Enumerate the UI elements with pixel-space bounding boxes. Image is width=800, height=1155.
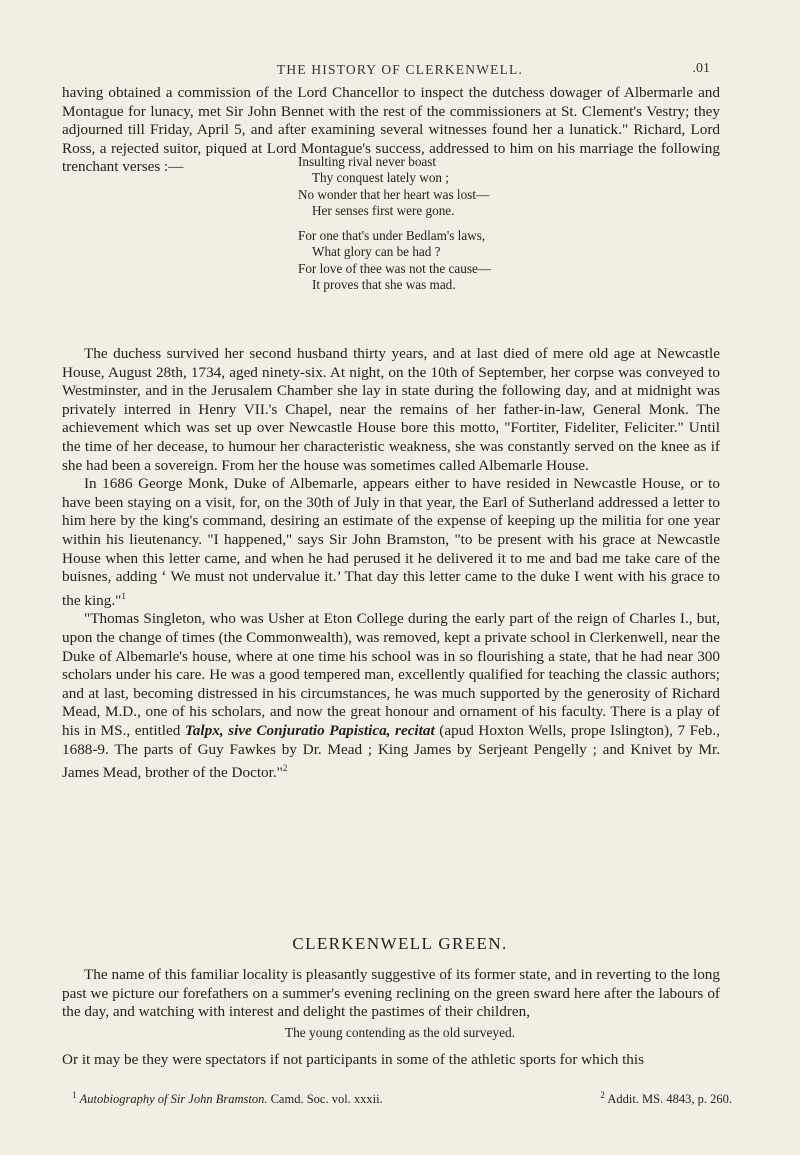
footnote-1 [72, 1090, 383, 1107]
verse-line: For one that's under Bedlam's laws, [298, 228, 486, 244]
main-body [62, 345, 720, 783]
verse-block [298, 154, 598, 302]
verse-stanza-2 [298, 228, 598, 293]
paragraph-text: "Thomas Singleton, who was Usher at Eton College during the early part of the reign of Charles I., but, upon the change of times (the Commonwealth), was removed, kept a private school in Clerkenwell, near the Duke of Albemarle's house, where at one time his school was in so flourishing a state, that he had near 300 scholars under his care. He was a good tempered man, excellently qualified for teaching the classic authors; and at last, becoming distressed in his circumstances, he was much supported by the generosity of Richard Mead, M.D., one of his scholars, and now the great honour and ornament of his faculty. There is a play of his in MS., entitled [62, 610, 720, 739]
verse-line: It proves that she was mad. [312, 277, 456, 293]
footnote-mark: 1 [72, 1090, 77, 1100]
paragraph-duchess: The duchess survived her second husband thirty years, and at last died of mere old age at Newcastle House, August 28th, 1734, aged ninety-six. At night, on the 10th of September, her corpse was conveyed to Westminster, and in the Jerusalem Chamber she lay in state during the following day, and at midnight was privately interred in Henry VII.'s Chapel, near the remains of her father-in-law, General Monk. The achievement which was set up over Newcastle House bore this motto, "Fortiter, Fideliter, Feliciter." Until the time of her decease, to humour her characteristic weakness, she was constantly served on the knee as if she had been a sovereign. From her the house was sometimes called Albemarle House. [62, 345, 720, 474]
footnote-ref-2: 2 [282, 763, 288, 774]
running-title: THE HISTORY OF CLERKENWELL. [276, 62, 524, 77]
paragraph-green [62, 966, 720, 1022]
section-heading: CLERKENWELL GREEN. [292, 934, 508, 953]
verse-line: Her senses first were gone. [312, 202, 455, 218]
paragraph-text: The name of this familiar locality is pleasantly suggestive of its former state, and in reverting to the long past we picture our forefathers on a summer's evening reclining on the green sward here after the labours of the day, and watching with interest and delight the pastimes of their children, [62, 966, 720, 1021]
verse-line: Insulting rival never boast [298, 154, 437, 169]
quotation: The young contending as the old surveyed. [284, 1025, 516, 1040]
page-number: .01 [692, 61, 710, 76]
verse-line: Thy conquest lately won ; [312, 170, 449, 186]
footnote-2 [600, 1090, 732, 1107]
verse-line: What glory can be had ? [312, 244, 441, 260]
footnote-text: Camd. Soc. vol. xxxii. [270, 1092, 383, 1107]
paragraph-text: In 1686 George Monk, Duke of Albemarle, appears either to have resided in Newcastle House, or to have been staying on a visit, for, on the 30th of July in that year, the Earl of Sutherland addressed a letter to him here by the king's command, desiring an estimate of the expense of keeping up the militia for one year within his lieutenancy. "I happened," says Sir John Bramston, "to be present with his grace at Newcastle House when this letter came, and when he had perused it he delivered it to me and bad me take care of the buisnes, adding ‘ We must not undervalue it.’ That day this letter came to the duke I went with his grace to the king." [62, 475, 720, 609]
footnotes [72, 1090, 732, 1107]
verse-stanza-1 [298, 154, 598, 219]
footnote-mark: 2 [600, 1090, 605, 1100]
paragraph-sports [62, 1051, 720, 1070]
paragraph-text: Or it may be they were spectators if not participants in some of the athletic sports for which this [62, 1051, 645, 1068]
footnote-title: Autobiography of Sir John Bramston. [79, 1092, 268, 1107]
paragraph-singleton [62, 610, 720, 782]
paragraph-text: (apud Hoxton Wells, prope Islington), 7 Feb., 1688-9. The parts of Guy Fawkes by Dr. Mead ; King James by Serjeant Pengelly ; and Knivet by Mr. James Mead, brother of the Doctor." [62, 721, 720, 782]
paragraph-monk [62, 475, 720, 610]
paragraph-text: having obtained a commission of the Lord Chancellor to inspect the dutchess dowager of Albermarle and Montague for lunacy, met Sir John Bennet with the rest of the commissioners at St. Clement's Vestry; they adjourned till Friday, April 5, and after examining several witnesses found her a lunatick." Richard, Lord Ross, a rejected suitor, piqued at Lord Montague's success, addressed to him on his marriage the following trenchant verses :— [62, 84, 720, 176]
verse-line: For love of thee was not the cause— [298, 260, 491, 276]
footnote-text: Addit. MS. 4843, p. 260. [607, 1092, 732, 1107]
play-title: Talpx, sive Conjuratio Papistica, recitat [184, 721, 435, 739]
verse-line: No wonder that her heart was lost— [298, 186, 490, 202]
footnote-ref-1: 1 [121, 590, 126, 601]
